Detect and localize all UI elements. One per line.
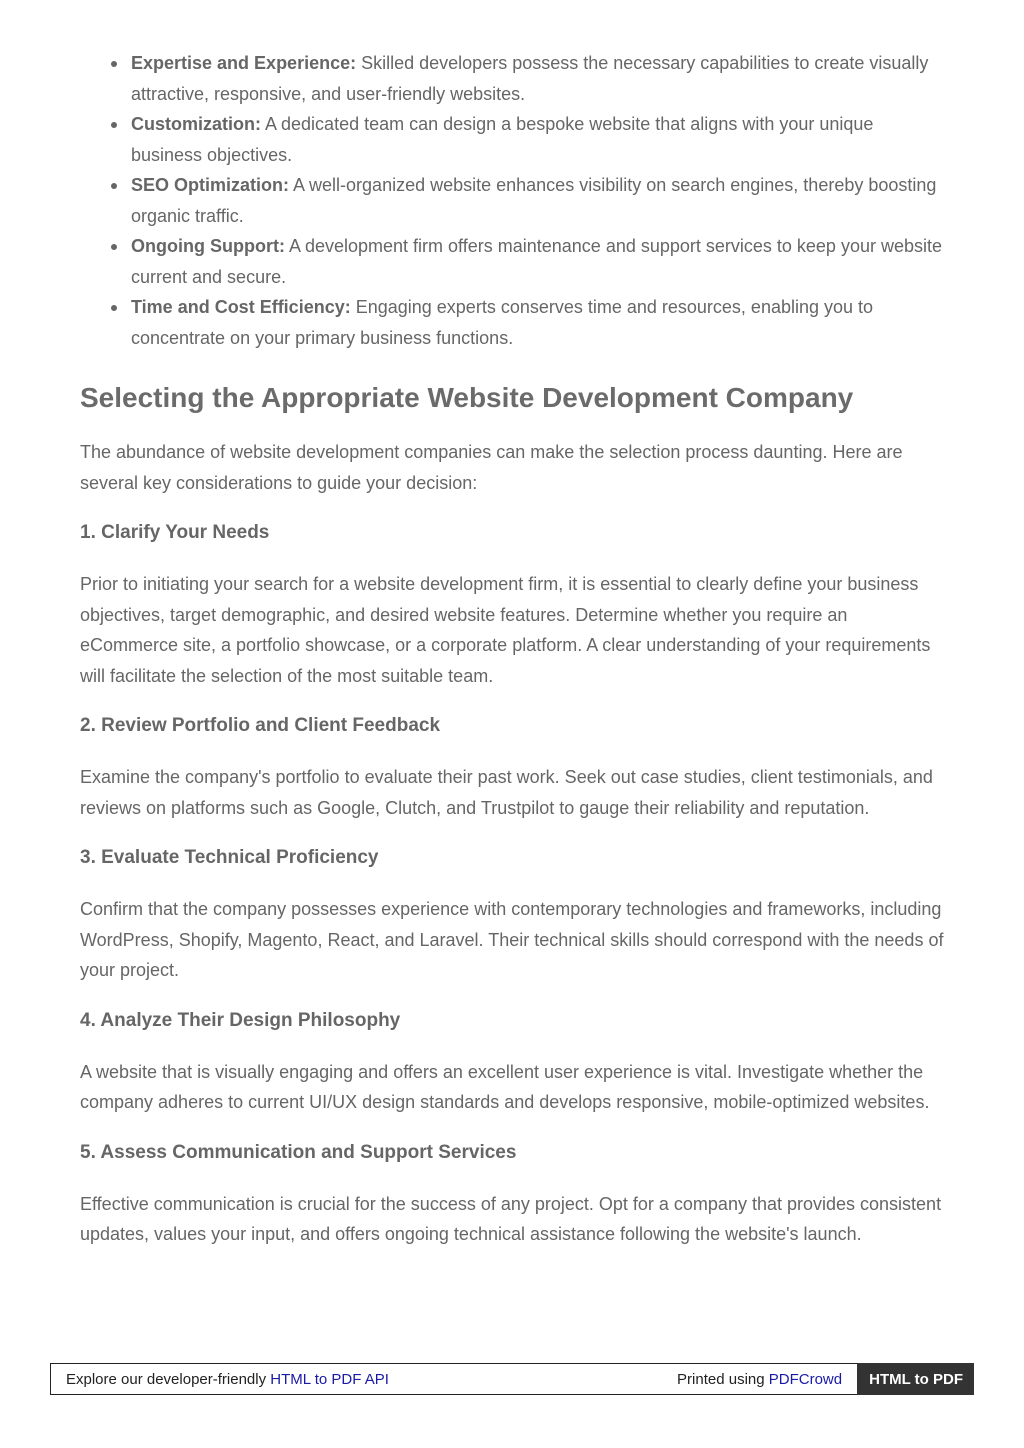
section-heading: Selecting the Appropriate Website Development Company [80,382,854,413]
list-item-text: Engaging experts conserves time and resources, enabling you to concentrate on your primary business functions. [131,297,874,348]
step-text: Examine the company's portfolio to evaluate their past work. Seek out case studies, client testimonials, and reviews on platforms such as Google, Clutch, and Trustpilot to gauge their reliability and reputation. [80,767,933,818]
step-heading: 3. Evaluate Technical Proficiency [80,847,379,868]
list-item-title: Ongoing Support: [131,236,285,256]
list-item-text: A development firm offers maintenance and support services to keep your website current and secure. [131,236,942,287]
step-review-portfolio [80,711,948,823]
step-text: A website that is visually engaging and offers an excellent user experience is vital. Investigate whether the company adheres to current UI/UX design standards and develops responsive, mobile-optimized websites. [80,1061,930,1112]
list-item [131,48,948,109]
footer-right-text: Printed using [677,1370,769,1388]
list-item-title: Expertise and Experience: [131,53,357,73]
html-to-pdf-button[interactable]: HTML to PDF [857,1363,974,1395]
footer-left-text: Explore our developer-friendly [66,1370,271,1388]
step-design-philosophy [80,1006,948,1118]
pdf-footer-bar [50,1363,974,1395]
list-item [131,109,948,170]
step-clarify-needs [80,518,948,691]
step-heading: 5. Assess Communication and Support Services [80,1141,517,1163]
pdfcrowd-link[interactable]: PDFCrowd [768,1370,843,1388]
list-item-title: SEO Optimization: [131,175,290,195]
footer-left [51,1371,677,1388]
list-item [131,292,948,353]
benefits-list [80,48,948,353]
step-heading: 2. Review Portfolio and Client Feedback [80,715,441,736]
step-technical-proficiency [80,843,948,986]
step-communication-support [80,1138,948,1250]
step-heading: 1. Clarify Your Needs [80,522,270,543]
step-text: Effective communication is crucial for the success of any project. Opt for a company that provides consistent updates, values your input, and offers ongoing technical assistance following the website's launch. [80,1193,942,1244]
list-item [131,170,948,231]
list-item-text: A dedicated team can design a bespoke website that aligns with your unique business objectives. [131,114,874,165]
list-item-title: Customization: [131,114,261,134]
section-intro: The abundance of website development companies can make the selection process daunting. Here are several key considerations to guide your decision: [80,442,903,493]
list-item [131,231,948,292]
list-item-title: Time and Cost Efficiency: [131,297,351,317]
document-page [80,48,948,1250]
html-to-pdf-api-link[interactable]: HTML to PDF API [270,1370,389,1388]
footer-right [677,1371,857,1388]
step-text: Confirm that the company possesses experience with contemporary technologies and frameworks, including WordPress, Shopify, Magento, React, and Laravel. Their technical skills should correspond with the needs of your project. [80,899,944,980]
list-item-text: Skilled developers possess the necessary capabilities to create visually attractive, responsive, and user-friendly websites. [131,53,929,104]
step-heading: 4. Analyze Their Design Philosophy [80,1009,401,1031]
step-text: Prior to initiating your search for a website development firm, it is essential to clearly define your business objectives, target demographic, and desired website features. Determine whether you require an eCommerce site, a portfolio showcase, or a corporate platform. A clear understanding of your requirements will facilitate the selection of the most suitable team. [80,574,931,686]
list-item-text: A well-organized website enhances visibility on search engines, thereby boosting organic traffic. [131,175,937,226]
